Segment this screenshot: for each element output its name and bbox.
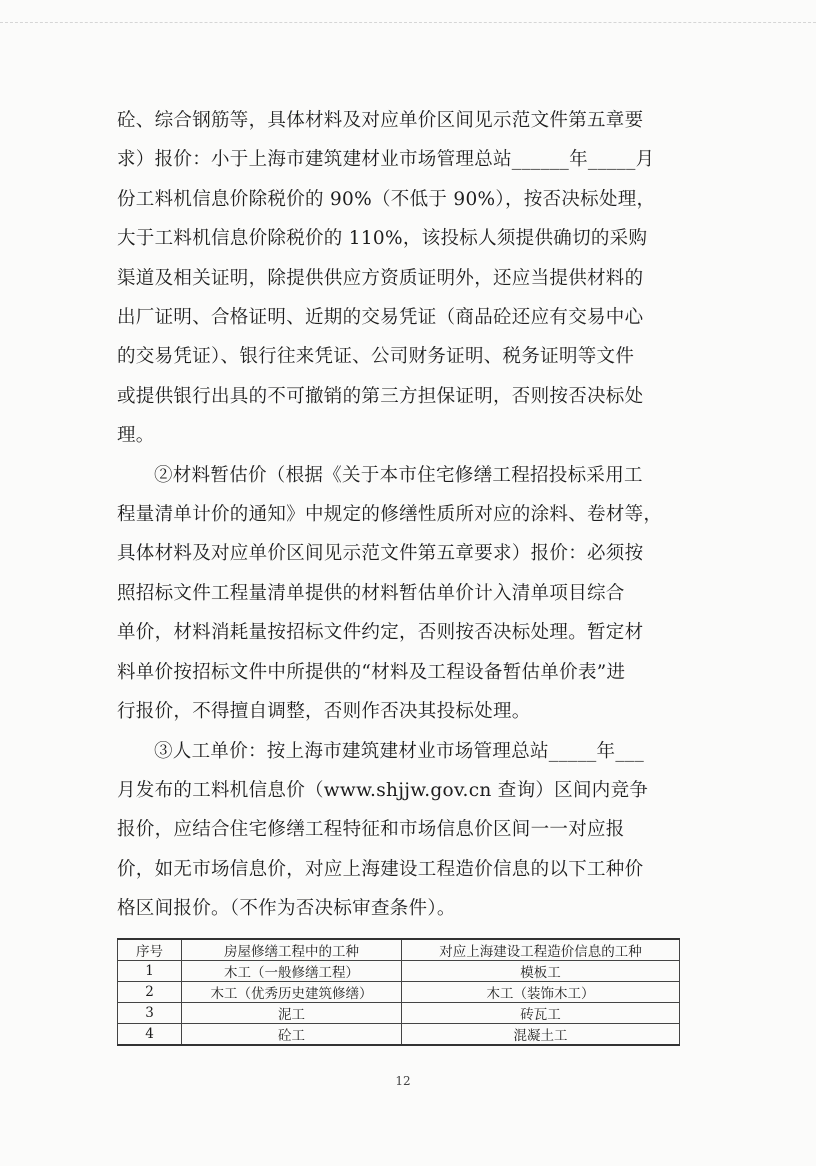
text-line: 理。 [117,425,155,447]
text-line: 或提供银行出具的不可撤销的第三方担保证明，否则按否决标处 [117,385,644,407]
cell-cost-info-trade: 砖瓦工 [402,1003,680,1024]
paragraph-material-price [117,101,687,456]
text-line: 料单价按招标文件中所提供的“材料及工程设备暂估单价表”进 [117,661,626,683]
text-line: 格区间报价。（不作为否决标审查条件）。 [117,898,456,920]
header-repair-trade: 房屋修缮工程中的工种 [182,939,402,961]
cell-repair-trade: 砼工 [182,1024,402,1046]
cell-index: 1 [118,961,182,982]
text-line: 出厂证明、合格证明、近期的交易凭证（商品砼还应有交易中心 [117,307,644,329]
paragraph-labor-price [117,732,687,929]
cell-repair-trade: 木工（一般修缮工程） [182,961,402,982]
table-row [118,982,680,1003]
text-line: 月发布的工料机信息价（www.shjjw.gov.cn 查询）区间内竞争 [117,779,649,801]
page-number: 12 [395,1074,411,1088]
table-row [118,961,680,982]
table-row [118,1024,680,1046]
header-index: 序号 [118,939,182,961]
text-line: 渠道及相关证明，除提供供应方资质证明外，还应当提供材料的 [117,267,644,289]
body-text [117,101,687,929]
trade-mapping-table [117,938,680,1046]
table-row [118,1003,680,1024]
text-line: 程量清单计价的通知》中规定的修缮性质所对应的涂料、卷材等， [117,504,663,526]
text-line: 具体材料及对应单价区间见示范文件第五章要求）报价：必须按 [117,543,644,565]
text-line: 报价，应结合住宅修缮工程特征和市场信息价区间一一对应报 [117,819,625,841]
text-line: 照招标文件工程量清单提供的材料暂估单价计入清单项目综合 [117,582,625,604]
text-line: 行报价，不得擅自调整，否则作否决其投标处理。 [117,701,531,723]
text-line: 的交易凭证）、银行往来凭证、公司财务证明、税务证明等文件 [117,346,635,368]
text-line: 求）报价：小于上海市建筑建材业市场管理总站______年_____月 [117,149,655,171]
scan-edge-line [0,22,816,23]
paragraph-material-estimate [117,456,687,732]
cell-index: 3 [118,1003,182,1024]
cell-cost-info-trade: 混凝土工 [402,1024,680,1046]
header-cost-info-trade: 对应上海建设工程造价信息的工种 [402,939,680,961]
cell-repair-trade: 木工（优秀历史建筑修缮） [182,982,402,1003]
cell-index: 2 [118,982,182,1003]
text-line: 份工料机信息价除税价的 90%（不低于 90%），按否决标处理， [117,188,656,210]
text-line: ②材料暂估价（根据《关于本市住宅修缮工程招投标采用工 [154,464,643,486]
cell-index: 4 [118,1024,182,1046]
text-line: 大于工料机信息价除税价的 110%，该投标人须提供确切的采购 [117,228,648,250]
text-line: ③人工单价：按上海市建筑建材业市场管理总站_____年___ [154,740,645,762]
table-header-row [118,939,680,961]
text-line: 价，如无市场信息价，对应上海建设工程造价信息的以下工种价 [117,858,644,880]
cell-repair-trade: 泥工 [182,1003,402,1024]
text-line: 单价，材料消耗量按招标文件约定，否则按否决标处理。暂定材 [117,622,644,644]
cell-cost-info-trade: 模板工 [402,961,680,982]
text-line: 砼、综合钢筋等，具体材料及对应单价区间见示范文件第五章要 [117,110,644,131]
cell-cost-info-trade: 木工（装饰木工） [402,982,680,1003]
